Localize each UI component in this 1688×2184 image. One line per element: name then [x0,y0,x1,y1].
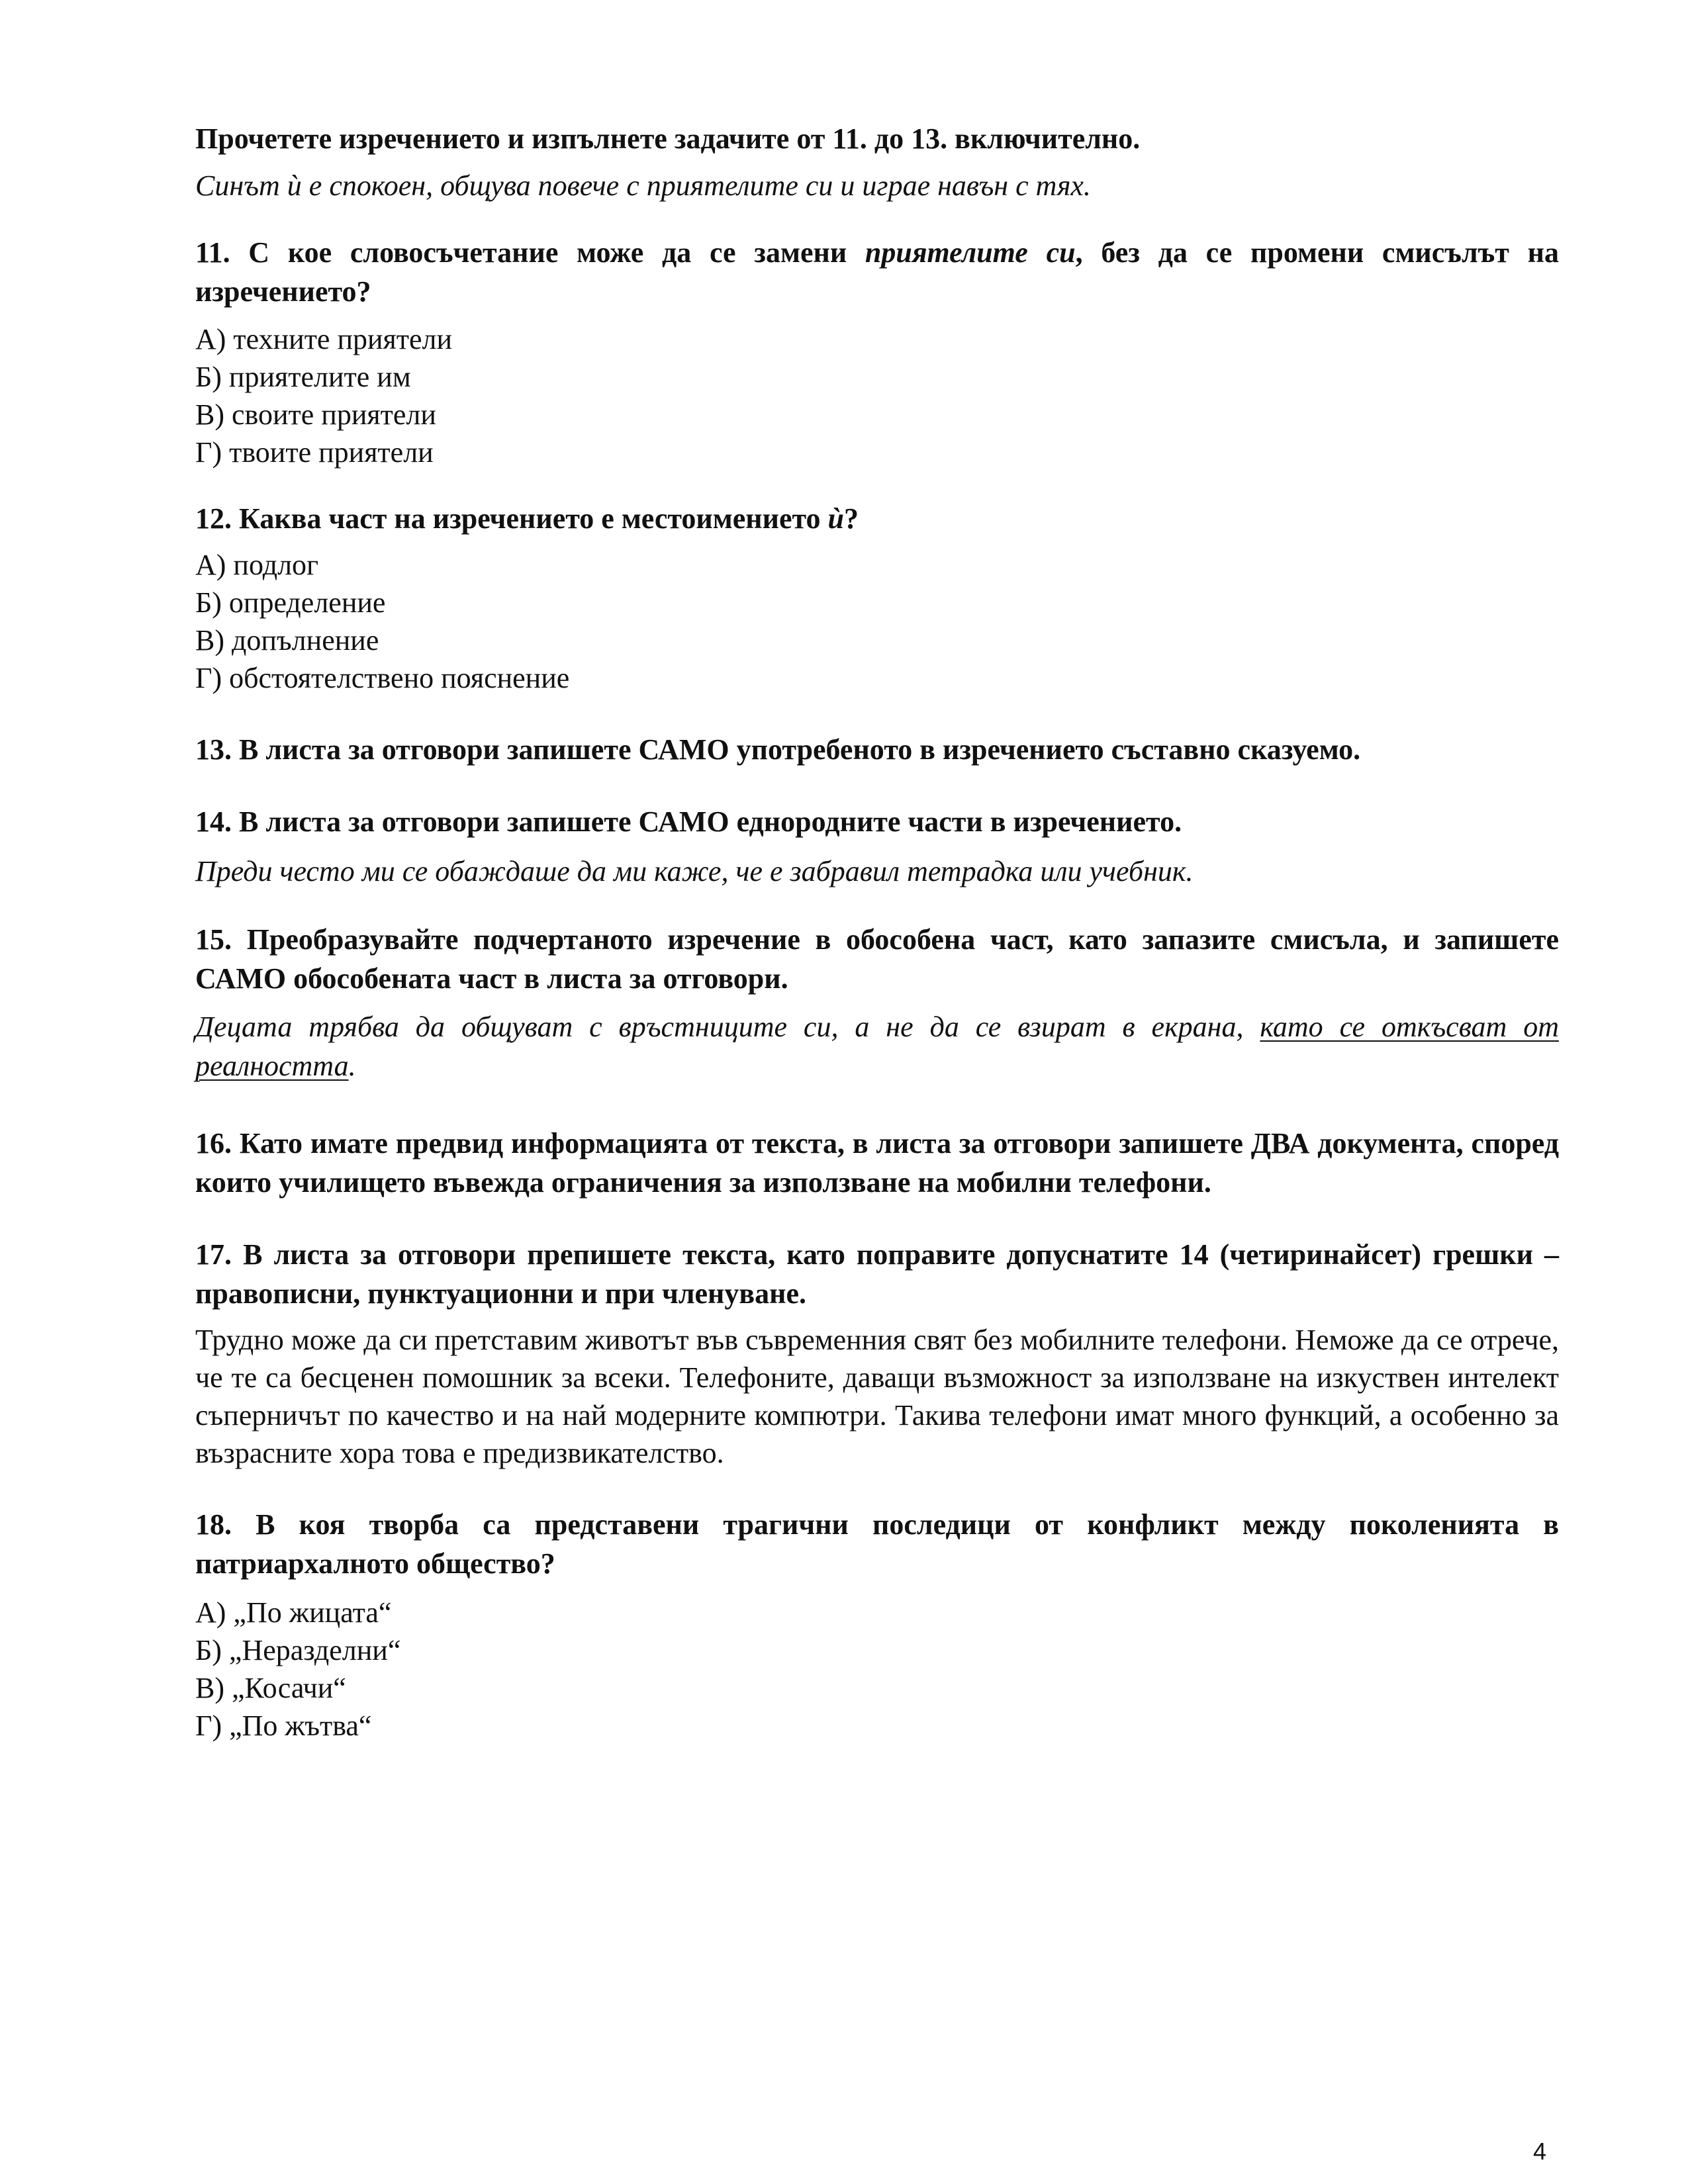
question-15: 15. Преобразувайте подчертаното изречение в обособена част, като запазите смисъла, и запишете САМО обособената част в листа за отговори. [195,923,1559,995]
question-18-option-a: А) „По жицата“ [195,1596,392,1629]
page-content [195,119,1559,1745]
question-11-option-a: А) техните приятели [195,323,453,355]
question-11-text-after: , без да се промени смисълът на изречението? [195,236,1559,308]
question-11-option-c: В) своите приятели [195,398,436,431]
intro-sentence: Синът ѝ е спокоен, общува повече с приятелите си и играе навън с тях. [195,169,1091,202]
intro-instruction: Прочетете изречението и изпълнете задачите от 11. до 13. включително. [195,122,1141,155]
question-15-sentence [195,1007,1559,1085]
question-16: 16. Като имате предвид информацията от текста, в листа за отговори запишете ДВА документа, според които училището въвежда ограничения за използване на мобилни телефони. [195,1127,1559,1199]
question-18-option-b: Б) „Неразделни“ [195,1634,401,1666]
question-12-text-after: ? [844,502,859,535]
question-12-option-b: Б) определение [195,586,386,619]
question-12-options [195,546,1559,697]
question-14-sentence: Преди често ми се обаждаше да ми каже, че е забравил тетрадка или учебник. [195,855,1194,887]
question-11 [195,233,1559,311]
question-18: 18. В коя творба са представени трагични последици от конфликт между поколенията в патриархалното общество? [195,1508,1559,1580]
page-number: 4 [1533,2138,1547,2165]
question-18-options [195,1594,1559,1745]
question-12-option-a: А) подлог [195,549,319,581]
question-12 [195,499,1559,538]
question-12-option-c: В) допълнение [195,624,379,657]
question-12-text-before: 12. Каква част на изречението е местоимението [195,502,828,535]
question-17: 17. В листа за отговори препишете текста, като поправите допуснатите 14 (четиринайсет) грешки – правописни, пунктуационни и при членуване. [195,1238,1559,1310]
question-12-option-d: Г) обстоятелствено пояснение [195,662,570,694]
question-11-option-b: Б) приятелите им [195,361,411,393]
question-11-options [195,320,1559,471]
question-18-option-c: В) „Косачи“ [195,1672,346,1704]
question-11-emphasis: приятелите си [865,236,1076,269]
question-13: 13. В листа за отговори запишете САМО употребеното в изречението съставно сказуемо. [195,733,1361,766]
question-15-sentence-end: . [348,1050,356,1082]
question-11-text-before: 11. С кое словосъчетание може да се замени [195,236,865,269]
question-15-sentence-plain: Децата трябва да общуват с връстниците си, а не да се взират в екрана, [195,1011,1260,1043]
question-11-option-d: Г) твоите приятели [195,436,434,469]
question-18-option-d: Г) „По жътва“ [195,1709,372,1742]
question-14: 14. В листа за отговори запишете САМО еднородните части в изречението. [195,805,1182,838]
question-17-passage: Трудно може да си претставим животът във съвременния свят без мобилните телефони. Неможе да се отрече, че те са бесценен помошник за всеки. Телефоните, даващи възможност за използване на изкуствен интелект съперничът по качество и на най модерните компютри. Такива телефони имат много функций, а особенно за възрасните хора това е предизвикателство. [195,1324,1559,1469]
question-15-sentence-underlined: като се откъсват от реалността [195,1011,1559,1082]
question-12-emphasis: ѝ [827,502,845,535]
